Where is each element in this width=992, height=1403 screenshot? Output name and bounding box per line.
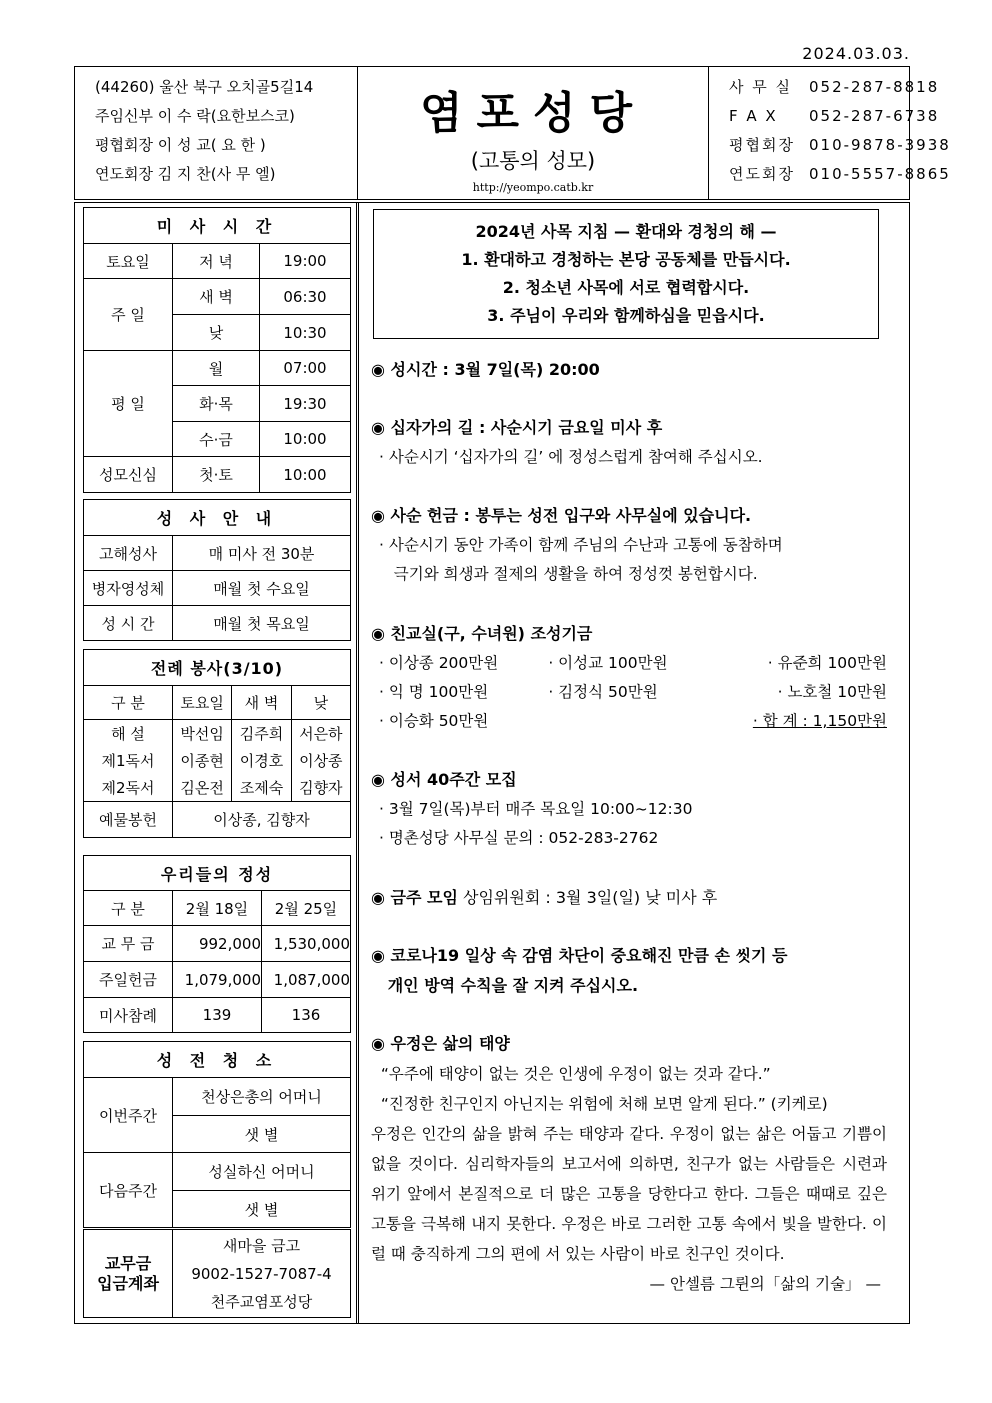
policy-line-1: 1. 환대하고 경청하는 본당 공동체를 만듭시다. bbox=[461, 250, 791, 269]
church-url[interactable]: http://yeompo.catb.kr bbox=[472, 181, 594, 194]
friendship-article bbox=[371, 1029, 887, 1299]
account-holder: 천주교염포성당 bbox=[210, 1292, 313, 1311]
account-number: 9002-1527-7087-4 bbox=[191, 1264, 332, 1283]
liturgy-title: 전례 봉사(3/10) bbox=[84, 650, 351, 686]
contact-office: 사 무 실 052-287-8818 bbox=[729, 78, 940, 96]
stations-notice: ◉ 십자가의 길 : 사순시기 금요일 미사 후 · 사순시기 ‘십자가의 길’ 에 정성스럽게 참여해 주십시오. bbox=[371, 418, 763, 466]
church-title-block bbox=[357, 67, 709, 199]
offering-title: 우리들의 정성 bbox=[84, 856, 351, 891]
pastor: 주임신부 이 수 락(요한보스코) bbox=[95, 107, 295, 125]
account-bank: 새마을 금고 bbox=[222, 1236, 301, 1255]
fellowship-fund-notice: ◉ 친교실(구, 수녀원) 조성기금 · 이상종 200만원 · 이성교 100만원 · 유준희 100만원 · 익 명 100만원 · 김정식 50만원 · 노호철 10만원 · 이승화 50만원 · 합 계 : 1,150만원 bbox=[371, 619, 887, 736]
church-subtitle: (고통의 성모) bbox=[470, 149, 596, 173]
liturgy-table: 전례 봉사(3/10) 구 분 토요일 새 벽 낮 해 설 박선임 김주희 서은하 제1독서 이종현 이경호 이상종 제2독서 김온전 조제숙 김향자 예물봉헌 이상종, 김향자 bbox=[83, 649, 351, 838]
mass-schedule-title: 미 사 시 간 bbox=[84, 208, 351, 244]
bulletin-date: 2024.03.03. bbox=[802, 44, 910, 63]
left-column bbox=[75, 203, 357, 1323]
fund-row: · 이승화 50만원 · 합 계 : 1,150만원 bbox=[371, 707, 887, 736]
article-body: 우정은 인간의 삶을 밝혀 주는 태양과 같다. 우정이 없는 삶은 어둡고 기쁨이 없을 것이다. 심리학자들의 보고서에 의하면, 친구가 없는 사람들은 시련과 위기 앞에서 본질적으로 더 많은 고통을 당한다고 한다. 그들은 때때로 깊은 고통을 극복해 내지 못한다. 우정은 바로 그러한 고통 속에서 빛을 발한다. 이럴 때 충직하게 그의 편에 서 있는 사람이 바로 친구인 것이다. bbox=[371, 1125, 887, 1263]
lent-offering-notice: ◉ 사순 헌금 : 봉투는 성전 입구와 사무실에 있습니다. · 사순시기 동안 가족이 함께 주님의 수난과 고통에 동참하며 극기와 희생과 절제의 생활을 하여 정성껏 봉헌합시다. bbox=[371, 506, 783, 583]
covid-notice: ◉ 코로나19 일상 속 감염 차단이 중요해진 만큼 손 씻기 등 개인 방역 수칙을 잘 지켜 주십시오. bbox=[371, 946, 788, 995]
account-label: 교무금 입금계좌 bbox=[84, 1230, 173, 1318]
church-name: 염포성당 bbox=[419, 88, 646, 139]
contact-fax: F A X 052-287-6738 bbox=[729, 107, 940, 125]
article-quote-1: “우주에 태양이 없는 것은 인생에 우정이 없는 것과 같다.” bbox=[371, 1065, 771, 1083]
contact-council: 평협회장 010-9878-3938 bbox=[729, 136, 951, 154]
bible-study-notice: ◉ 성서 40주간 모집 · 3월 7일(목)부터 매주 목요일 10:00~12:30 · 명촌성당 사무실 문의 : 052-283-2762 bbox=[371, 770, 693, 847]
contact-list bbox=[707, 67, 951, 199]
sacrament-title: 성 사 안 내 bbox=[84, 500, 351, 536]
pastoral-policy-box bbox=[373, 209, 879, 339]
policy-title: 2024년 사목 지침 — 환대와 경청의 해 — bbox=[475, 222, 777, 241]
right-column bbox=[358, 203, 909, 1323]
mass-schedule-table: 미 사 시 간 토요일 저 녁 19:00 주 일 새 벽 06:30 낮 10:30 평 일 월 07:00 화·목 19:30 수·금 10:00 성모신심 첫·토 10:00 bbox=[83, 207, 351, 493]
fund-total: · 합 계 : 1,150만원 bbox=[752, 712, 887, 730]
prayer-president: 연도회장 김 지 찬(사 무 엘) bbox=[95, 165, 276, 183]
account-table bbox=[83, 1229, 351, 1318]
cleaning-title: 성 전 청 소 bbox=[84, 1042, 351, 1078]
bulletin-body bbox=[74, 202, 910, 1324]
fund-row: · 익 명 100만원 · 김정식 50만원 · 노호철 10만원 bbox=[379, 683, 887, 701]
article-quote-2: “진정한 친구인지 아닌지는 위험에 처해 보면 알게 된다.” (키케로) bbox=[371, 1095, 828, 1113]
holy-hour-notice: ◉ 성시간 : 3월 7일(목) 20:00 bbox=[371, 360, 600, 379]
council-president: 평협회장 이 성 교( 요 한 ) bbox=[95, 136, 266, 154]
sacrament-table: 성 사 안 내 고해성사 매 미사 전 30분 병자영성체 매월 첫 수요일 성 시 간 매월 첫 목요일 bbox=[83, 499, 351, 641]
article-title: ◉ 우정은 삶의 태양 bbox=[371, 1034, 510, 1053]
address: (44260) 울산 북구 오치골5길14 bbox=[95, 78, 314, 96]
policy-line-2: 2. 청소년 사목에 서로 협력합시다. bbox=[502, 278, 750, 297]
contact-prayer: 연도회장 010-5557-8865 bbox=[729, 165, 951, 183]
bulletin-header bbox=[74, 66, 951, 200]
article-source: — 안셀름 그륀의「삶의 기술」 — bbox=[649, 1275, 881, 1293]
meeting-notice: ◉ 금주 모임 상임위원회 : 3월 3일(일) 낮 미사 후 bbox=[371, 888, 718, 907]
cleaning-table: 성 전 청 소 이번주간 천상은총의 어머니 샛 별 다음주간 성실하신 어머니 샛 별 bbox=[83, 1041, 351, 1228]
policy-line-3: 3. 주님이 우리와 함께하심을 믿읍시다. bbox=[487, 306, 765, 325]
fund-row: · 이상종 200만원 · 이성교 100만원 · 유준희 100만원 bbox=[379, 654, 887, 672]
parish-info bbox=[75, 67, 357, 199]
offering-table: 우리들의 정성 구 분 2월 18일 2월 25일 교 무 금 992,000 1,530,000 주일헌금 1,079,000 1,087,000 미사참례 139 136 bbox=[83, 855, 351, 1033]
